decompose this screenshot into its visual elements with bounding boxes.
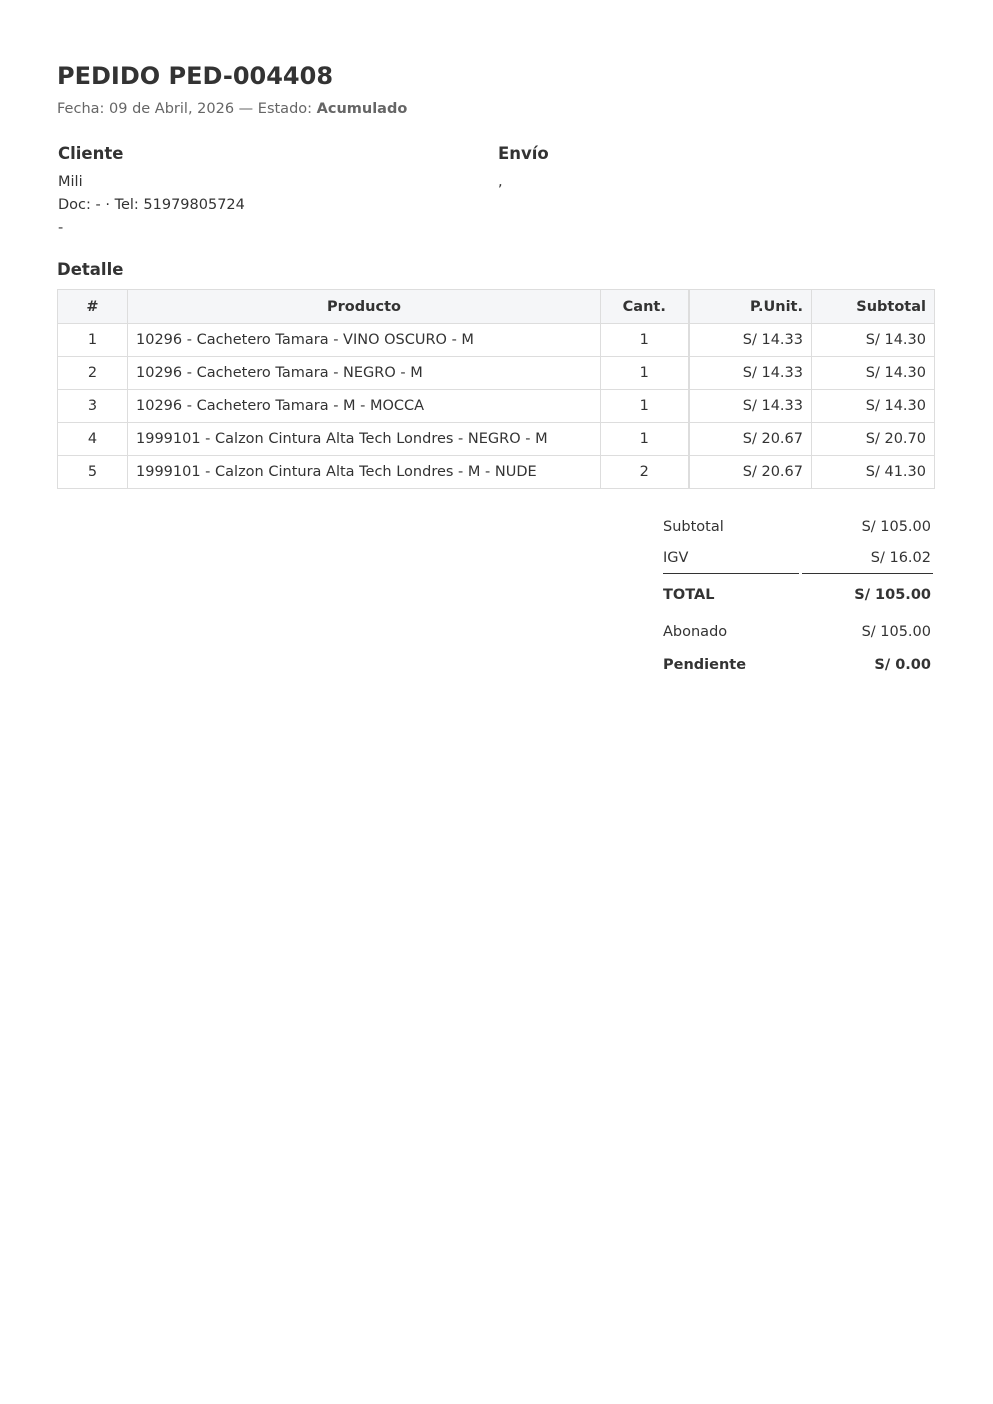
row-number: 3 [58,390,128,423]
total-value: S/ 105.00 [854,587,931,603]
row-product: 10296 - Cachetero Tamara - NEGRO - M [128,357,601,390]
row-quantity: 1 [601,423,689,456]
row-subtotal: S/ 14.30 [812,390,935,423]
row-number: 5 [58,456,128,489]
table-row [58,423,935,456]
row-quantity: 1 [601,390,689,423]
client-doc: Doc: - · Tel: 51979805724 [58,197,245,213]
order-meta [57,101,407,117]
pending-label: Pendiente [663,657,747,673]
total-row [661,574,935,612]
row-unit-price: S/ 20.67 [689,456,812,489]
page-title: PEDIDO PED-004408 [57,62,334,90]
table-row [58,324,935,357]
row-product: 10296 - Cachetero Tamara - M - MOCCA [128,390,601,423]
row-quantity: 1 [601,324,689,357]
row-product: 1999101 - Calzon Cintura Alta Tech Londres - NEGRO - M [128,423,601,456]
row-subtotal: S/ 14.30 [812,357,935,390]
status-text: Acumulado [316,101,408,117]
paid-value: S/ 105.00 [861,624,931,640]
pending-value: S/ 0.00 [874,657,931,673]
row-number: 1 [58,324,128,357]
col-unit-price: P.Unit. [689,290,812,324]
igv-row [661,543,935,574]
date-text: Fecha: 09 de Abril, 2026 — Estado: [57,101,317,117]
paid-label: Abonado [663,624,728,640]
row-product: 1999101 - Calzon Cintura Alta Tech Londres - M - NUDE [128,456,601,489]
row-subtotal: S/ 41.30 [812,456,935,489]
igv-label: IGV [663,550,689,566]
row-unit-price: S/ 20.67 [689,423,812,456]
col-number: # [58,290,128,324]
row-product: 10296 - Cachetero Tamara - VINO OSCURO - M [128,324,601,357]
items-table [57,289,935,489]
row-unit-price: S/ 14.33 [689,390,812,423]
shipping-address: , [498,174,503,190]
row-unit-price: S/ 14.33 [689,357,812,390]
row-quantity: 1 [601,357,689,390]
subtotal-value: S/ 105.00 [861,519,931,535]
row-unit-price: S/ 14.33 [689,324,812,357]
total-label: TOTAL [663,587,715,603]
paid-row [661,612,935,646]
totals-block [661,512,935,680]
table-row [58,456,935,489]
row-quantity: 2 [601,456,689,489]
table-row [58,390,935,423]
row-number: 4 [58,423,128,456]
table-header-row [58,290,935,324]
shipping-heading: Envío [498,144,549,163]
pending-row [661,646,935,680]
row-number: 2 [58,357,128,390]
col-product: Producto [128,290,601,324]
col-subtotal: Subtotal [812,290,935,324]
subtotal-label: Subtotal [663,519,724,535]
row-subtotal: S/ 20.70 [812,423,935,456]
client-name: Mili [58,174,83,190]
table-row [58,357,935,390]
row-subtotal: S/ 14.30 [812,324,935,357]
detail-heading: Detalle [57,260,124,279]
client-heading: Cliente [58,144,124,163]
client-extra: - [58,220,64,236]
igv-value: S/ 16.02 [870,550,931,566]
col-quantity: Cant. [601,290,689,324]
subtotal-row [661,512,935,543]
